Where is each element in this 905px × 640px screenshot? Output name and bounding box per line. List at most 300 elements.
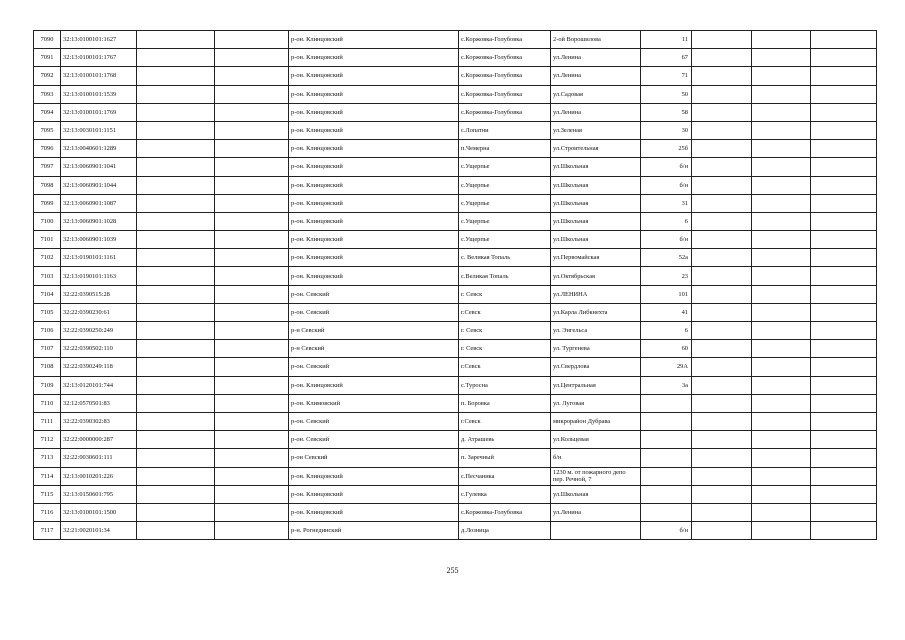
- record-number-cell: 7093: [34, 85, 61, 103]
- table-row: [34, 140, 877, 158]
- empty-cell: [692, 394, 752, 412]
- cadastral-number-cell: 32:13:0040601:1289: [61, 140, 137, 158]
- table-row: [34, 85, 877, 103]
- street-cell: 2-ой Ворошилова: [551, 31, 641, 49]
- empty-cell: [811, 431, 877, 449]
- empty-cell: [692, 176, 752, 194]
- empty-cell: [752, 376, 811, 394]
- record-number-cell: 7110: [34, 394, 61, 412]
- empty-cell: [137, 212, 215, 230]
- empty-cell: [692, 194, 752, 212]
- table-row: [34, 303, 877, 321]
- empty-cell: [215, 158, 289, 176]
- street-cell: ул.Строительная: [551, 140, 641, 158]
- settlement-cell: с.Лопатни: [459, 121, 551, 139]
- district-cell: р-он. Клинцовский: [289, 249, 459, 267]
- street-cell: ул. Луговая: [551, 394, 641, 412]
- settlement-cell: с. Великая Топаль: [459, 249, 551, 267]
- settlement-cell: с.Коржовка-Голубовка: [459, 85, 551, 103]
- settlement-cell: с.Песчаника: [459, 467, 551, 485]
- record-number-cell: 7116: [34, 503, 61, 521]
- settlement-cell: с.Ущерпье: [459, 176, 551, 194]
- empty-cell: [752, 121, 811, 139]
- district-cell: р-н. Рогнединский: [289, 522, 459, 540]
- record-number-cell: 7097: [34, 158, 61, 176]
- record-number-cell: 7094: [34, 103, 61, 121]
- empty-cell: [215, 285, 289, 303]
- record-number-cell: 7111: [34, 412, 61, 430]
- empty-cell: [692, 212, 752, 230]
- cadastral-number-cell: 32:13:0150601:795: [61, 485, 137, 503]
- empty-cell: [137, 303, 215, 321]
- record-number-cell: 7099: [34, 194, 61, 212]
- empty-cell: [137, 285, 215, 303]
- empty-cell: [692, 431, 752, 449]
- street-cell: ул.Школьная: [551, 212, 641, 230]
- empty-cell: [137, 449, 215, 467]
- house-number-cell: 67: [641, 49, 692, 67]
- district-cell: р-он Севский: [289, 449, 459, 467]
- empty-cell: [752, 158, 811, 176]
- empty-cell: [692, 121, 752, 139]
- table-row: [34, 194, 877, 212]
- record-number-cell: 7113: [34, 449, 61, 467]
- empty-cell: [811, 231, 877, 249]
- empty-cell: [811, 67, 877, 85]
- record-number-cell: 7106: [34, 322, 61, 340]
- district-cell: р-он. Клинцовский: [289, 194, 459, 212]
- empty-cell: [692, 67, 752, 85]
- empty-cell: [752, 340, 811, 358]
- empty-cell: [752, 194, 811, 212]
- empty-cell: [752, 394, 811, 412]
- district-cell: р-он. Клинцовский: [289, 158, 459, 176]
- street-cell: ул.Октябрьская: [551, 267, 641, 285]
- empty-cell: [692, 158, 752, 176]
- empty-cell: [692, 85, 752, 103]
- empty-cell: [811, 31, 877, 49]
- street-cell: ул. Тургенева: [551, 340, 641, 358]
- registry-table: [33, 30, 877, 540]
- cadastral-number-cell: 32:13:0010201:226: [61, 467, 137, 485]
- settlement-cell: г.Севск: [459, 358, 551, 376]
- house-number-cell: [641, 394, 692, 412]
- house-number-cell: б/н: [641, 231, 692, 249]
- empty-cell: [215, 522, 289, 540]
- empty-cell: [137, 103, 215, 121]
- empty-cell: [137, 467, 215, 485]
- empty-cell: [215, 303, 289, 321]
- cadastral-number-cell: 32:13:0060901:1041: [61, 158, 137, 176]
- street-cell: ул.Школьная: [551, 231, 641, 249]
- empty-cell: [215, 449, 289, 467]
- cadastral-number-cell: 32:13:0060901:1039: [61, 231, 137, 249]
- empty-cell: [811, 285, 877, 303]
- empty-cell: [752, 176, 811, 194]
- empty-cell: [215, 467, 289, 485]
- table-row: [34, 249, 877, 267]
- record-number-cell: 7117: [34, 522, 61, 540]
- street-cell: ул.Школьная: [551, 158, 641, 176]
- district-cell: р-он. Севский: [289, 303, 459, 321]
- cadastral-number-cell: 32:13:0060901:1087: [61, 194, 137, 212]
- record-number-cell: 7114: [34, 467, 61, 485]
- table-row: [34, 358, 877, 376]
- house-number-cell: 52а: [641, 249, 692, 267]
- cadastral-number-cell: 32:22:0390249:118: [61, 358, 137, 376]
- house-number-cell: 60: [641, 340, 692, 358]
- district-cell: р-он. Севский: [289, 285, 459, 303]
- empty-cell: [692, 231, 752, 249]
- empty-cell: [692, 31, 752, 49]
- cadastral-number-cell: 32:13:0060901:1028: [61, 212, 137, 230]
- street-cell: ул.Зеленая: [551, 121, 641, 139]
- street-cell: ул.Ленина: [551, 103, 641, 121]
- cadastral-number-cell: 32:13:0100101:1768: [61, 67, 137, 85]
- record-number-cell: 7100: [34, 212, 61, 230]
- table-row: [34, 212, 877, 230]
- empty-cell: [752, 49, 811, 67]
- empty-cell: [811, 158, 877, 176]
- empty-cell: [752, 103, 811, 121]
- settlement-cell: п.Чемерна: [459, 140, 551, 158]
- table-row: [34, 285, 877, 303]
- table-row: [34, 412, 877, 430]
- table-row: [34, 322, 877, 340]
- empty-cell: [215, 231, 289, 249]
- street-cell: б/н: [551, 449, 641, 467]
- empty-cell: [137, 85, 215, 103]
- empty-cell: [137, 158, 215, 176]
- cadastral-number-cell: 32:21:0020101:34: [61, 522, 137, 540]
- empty-cell: [215, 340, 289, 358]
- table-row: [34, 49, 877, 67]
- table-row: [34, 449, 877, 467]
- street-cell: ул.Школьная: [551, 176, 641, 194]
- cadastral-number-cell: 32:22:0000000:287: [61, 431, 137, 449]
- house-number-cell: 6: [641, 212, 692, 230]
- record-number-cell: 7103: [34, 267, 61, 285]
- district-cell: р-н Севский: [289, 340, 459, 358]
- settlement-cell: д.Лозница: [459, 522, 551, 540]
- settlement-cell: г.Севск: [459, 412, 551, 430]
- empty-cell: [137, 67, 215, 85]
- record-number-cell: 7105: [34, 303, 61, 321]
- settlement-cell: с.Великая Топаль: [459, 267, 551, 285]
- house-number-cell: 101: [641, 285, 692, 303]
- empty-cell: [811, 121, 877, 139]
- empty-cell: [692, 267, 752, 285]
- empty-cell: [811, 49, 877, 67]
- empty-cell: [811, 522, 877, 540]
- empty-cell: [811, 503, 877, 521]
- district-cell: р-он. Клинцовский: [289, 67, 459, 85]
- settlement-cell: г. Севск: [459, 322, 551, 340]
- street-cell: ул.Ленина: [551, 503, 641, 521]
- empty-cell: [811, 85, 877, 103]
- cadastral-number-cell: 32:22:0030601:111: [61, 449, 137, 467]
- district-cell: р-он. Клинцовский: [289, 231, 459, 249]
- house-number-cell: 6: [641, 322, 692, 340]
- cadastral-number-cell: 32:13:0100101:1500: [61, 503, 137, 521]
- cadastral-number-cell: 32:22:0390230:61: [61, 303, 137, 321]
- cadastral-number-cell: 32:22:0390302:83: [61, 412, 137, 430]
- district-cell: р-он. Клинцовский: [289, 212, 459, 230]
- empty-cell: [811, 267, 877, 285]
- empty-cell: [137, 503, 215, 521]
- empty-cell: [215, 503, 289, 521]
- empty-cell: [137, 194, 215, 212]
- district-cell: р-он. Клинцовский: [289, 103, 459, 121]
- empty-cell: [692, 503, 752, 521]
- empty-cell: [215, 67, 289, 85]
- record-number-cell: 7108: [34, 358, 61, 376]
- street-cell: ул. Энгельса: [551, 322, 641, 340]
- house-number-cell: 31: [641, 194, 692, 212]
- settlement-cell: г.Севск: [459, 303, 551, 321]
- street-cell: ул.Садовая: [551, 85, 641, 103]
- house-number-cell: 29А: [641, 358, 692, 376]
- district-cell: р-он. Клинцовский: [289, 121, 459, 139]
- record-number-cell: 7090: [34, 31, 61, 49]
- settlement-cell: с.Гулевка: [459, 485, 551, 503]
- record-number-cell: 7092: [34, 67, 61, 85]
- table-row: [34, 231, 877, 249]
- empty-cell: [692, 140, 752, 158]
- empty-cell: [811, 467, 877, 485]
- house-number-cell: б/н: [641, 158, 692, 176]
- settlement-cell: д. Атрашевь: [459, 431, 551, 449]
- settlement-cell: с.Ущерпье: [459, 231, 551, 249]
- empty-cell: [692, 358, 752, 376]
- table-row: [34, 267, 877, 285]
- cadastral-number-cell: 32:22:0390515:28: [61, 285, 137, 303]
- settlement-cell: г. Севск: [459, 340, 551, 358]
- empty-cell: [215, 31, 289, 49]
- empty-cell: [811, 412, 877, 430]
- empty-cell: [811, 340, 877, 358]
- empty-cell: [811, 394, 877, 412]
- empty-cell: [811, 485, 877, 503]
- table-row: [34, 340, 877, 358]
- empty-cell: [692, 322, 752, 340]
- empty-cell: [752, 412, 811, 430]
- table-body: [34, 31, 877, 540]
- table-row: [34, 503, 877, 521]
- record-number-cell: 7096: [34, 140, 61, 158]
- empty-cell: [137, 394, 215, 412]
- cadastral-number-cell: 32:12:0570501:83: [61, 394, 137, 412]
- empty-cell: [752, 140, 811, 158]
- empty-cell: [215, 212, 289, 230]
- empty-cell: [137, 322, 215, 340]
- street-cell: [551, 522, 641, 540]
- empty-cell: [752, 467, 811, 485]
- empty-cell: [692, 376, 752, 394]
- street-cell: ул.Школьная: [551, 194, 641, 212]
- district-cell: р-он. Клинцовский: [289, 267, 459, 285]
- empty-cell: [692, 449, 752, 467]
- house-number-cell: [641, 449, 692, 467]
- street-cell: ул.Карла Либкнехта: [551, 303, 641, 321]
- table-row: [34, 485, 877, 503]
- street-cell: ул.Свердлова: [551, 358, 641, 376]
- empty-cell: [752, 522, 811, 540]
- empty-cell: [137, 485, 215, 503]
- empty-cell: [137, 340, 215, 358]
- street-cell: ул.Школьная: [551, 485, 641, 503]
- empty-cell: [215, 376, 289, 394]
- house-number-cell: 71: [641, 67, 692, 85]
- empty-cell: [137, 267, 215, 285]
- empty-cell: [811, 212, 877, 230]
- settlement-cell: с.Коржовка-Голубовка: [459, 67, 551, 85]
- district-cell: р-он. Клинцовский: [289, 31, 459, 49]
- house-number-cell: 11: [641, 31, 692, 49]
- house-number-cell: 23: [641, 267, 692, 285]
- table-row: [34, 176, 877, 194]
- table-row: [34, 67, 877, 85]
- empty-cell: [752, 212, 811, 230]
- empty-cell: [137, 249, 215, 267]
- cadastral-number-cell: 32:13:0030101:1151: [61, 121, 137, 139]
- empty-cell: [215, 322, 289, 340]
- settlement-cell: с.Коржовка-Голубовка: [459, 49, 551, 67]
- settlement-cell: с.Коржовка-Голубовка: [459, 103, 551, 121]
- empty-cell: [215, 176, 289, 194]
- empty-cell: [811, 103, 877, 121]
- district-cell: р-он. Севский: [289, 358, 459, 376]
- empty-cell: [752, 249, 811, 267]
- empty-cell: [137, 431, 215, 449]
- cadastral-number-cell: 32:13:0100101:1627: [61, 31, 137, 49]
- record-number-cell: 7095: [34, 121, 61, 139]
- settlement-cell: с.Туросна: [459, 376, 551, 394]
- district-cell: р-он. Климовский: [289, 394, 459, 412]
- district-cell: р-он. Севский: [289, 431, 459, 449]
- empty-cell: [752, 231, 811, 249]
- empty-cell: [752, 31, 811, 49]
- house-number-cell: [641, 467, 692, 485]
- district-cell: р-н Севский: [289, 322, 459, 340]
- empty-cell: [692, 285, 752, 303]
- table-row: [34, 467, 877, 485]
- cadastral-number-cell: 32:13:0120101:744: [61, 376, 137, 394]
- empty-cell: [692, 303, 752, 321]
- settlement-cell: с.Ущерпье: [459, 194, 551, 212]
- empty-cell: [752, 267, 811, 285]
- empty-cell: [752, 303, 811, 321]
- empty-cell: [811, 194, 877, 212]
- district-cell: р-он. Клинцовский: [289, 467, 459, 485]
- empty-cell: [692, 103, 752, 121]
- cadastral-number-cell: 32:22:0390502:110: [61, 340, 137, 358]
- empty-cell: [215, 358, 289, 376]
- street-cell: ул.Центральная: [551, 376, 641, 394]
- empty-cell: [752, 322, 811, 340]
- house-number-cell: [641, 412, 692, 430]
- record-number-cell: 7104: [34, 285, 61, 303]
- cadastral-number-cell: 32:13:0190101:1163: [61, 267, 137, 285]
- settlement-cell: с.Ущерпье: [459, 158, 551, 176]
- empty-cell: [692, 412, 752, 430]
- cadastral-number-cell: 32:22:0390250:249: [61, 322, 137, 340]
- settlement-cell: п. Заречный: [459, 449, 551, 467]
- empty-cell: [811, 449, 877, 467]
- table-row: [34, 376, 877, 394]
- settlement-cell: г. Севск: [459, 285, 551, 303]
- empty-cell: [752, 449, 811, 467]
- district-cell: р-он. Клинцовский: [289, 485, 459, 503]
- table-row: [34, 121, 877, 139]
- house-number-cell: 58: [641, 103, 692, 121]
- settlement-cell: с.Коржовка-Голубовка: [459, 503, 551, 521]
- house-number-cell: б/н: [641, 522, 692, 540]
- street-cell: ул.Первомайская: [551, 249, 641, 267]
- empty-cell: [137, 140, 215, 158]
- record-number-cell: 7115: [34, 485, 61, 503]
- empty-cell: [137, 49, 215, 67]
- empty-cell: [811, 303, 877, 321]
- record-number-cell: 7109: [34, 376, 61, 394]
- empty-cell: [215, 431, 289, 449]
- empty-cell: [137, 231, 215, 249]
- table-row: [34, 431, 877, 449]
- house-number-cell: 3а: [641, 376, 692, 394]
- empty-cell: [692, 340, 752, 358]
- table-row: [34, 103, 877, 121]
- street-cell: микрорайон Дубрава: [551, 412, 641, 430]
- settlement-cell: с.Ущерпье: [459, 212, 551, 230]
- street-cell: ул.Ленина: [551, 67, 641, 85]
- street-cell: ул.Кольцевая: [551, 431, 641, 449]
- street-cell: 1230 м. от пожарного депо пер. Речной, 7: [551, 467, 641, 485]
- cadastral-number-cell: 32:13:0190101:1161: [61, 249, 137, 267]
- house-number-cell: [641, 503, 692, 521]
- empty-cell: [811, 140, 877, 158]
- empty-cell: [215, 194, 289, 212]
- empty-cell: [692, 249, 752, 267]
- record-number-cell: 7102: [34, 249, 61, 267]
- table-row: [34, 158, 877, 176]
- record-number-cell: 7101: [34, 231, 61, 249]
- empty-cell: [137, 522, 215, 540]
- record-number-cell: 7091: [34, 49, 61, 67]
- cadastral-number-cell: 32:13:0100101:1769: [61, 103, 137, 121]
- table-row: [34, 522, 877, 540]
- house-number-cell: [641, 431, 692, 449]
- house-number-cell: 25б: [641, 140, 692, 158]
- street-cell: ул.Ленина: [551, 49, 641, 67]
- house-number-cell: [641, 485, 692, 503]
- street-cell: ул.ЛЕНИНА: [551, 285, 641, 303]
- empty-cell: [811, 176, 877, 194]
- empty-cell: [811, 322, 877, 340]
- empty-cell: [752, 485, 811, 503]
- empty-cell: [811, 358, 877, 376]
- empty-cell: [137, 412, 215, 430]
- record-number-cell: 7107: [34, 340, 61, 358]
- district-cell: р-он. Клинцовский: [289, 140, 459, 158]
- empty-cell: [692, 467, 752, 485]
- record-number-cell: 7098: [34, 176, 61, 194]
- empty-cell: [752, 358, 811, 376]
- settlement-cell: п. Боровка: [459, 394, 551, 412]
- house-number-cell: б/н: [641, 176, 692, 194]
- page-number: 255: [446, 566, 459, 575]
- empty-cell: [215, 412, 289, 430]
- district-cell: р-он. Клинцовский: [289, 376, 459, 394]
